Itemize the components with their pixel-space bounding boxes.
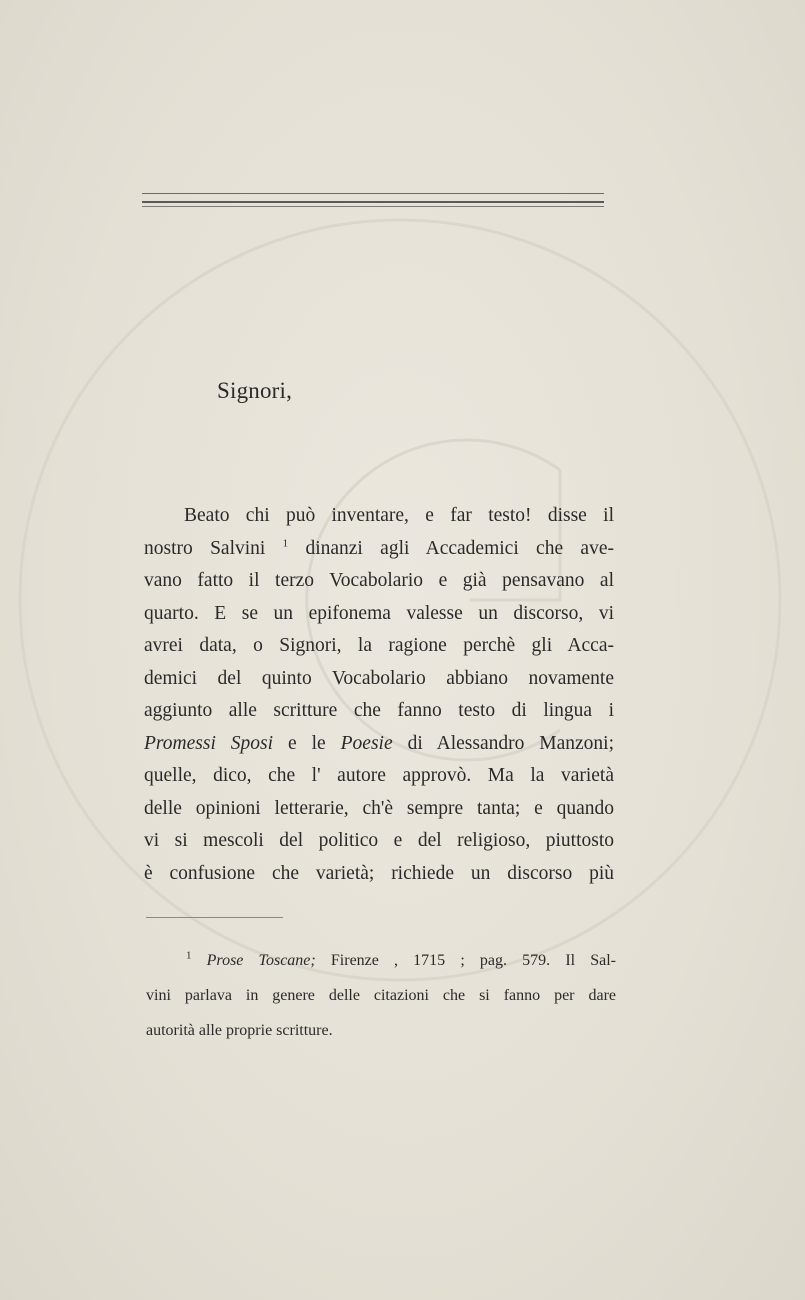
- footnote: [146, 943, 616, 1048]
- paragraph-line: avrei data, o Signori, la ragione perchè gli Acca-: [144, 635, 614, 656]
- paragraph-line: vi si mescoli del politico e del religioso, piuttosto: [144, 830, 614, 851]
- paragraph-line: [144, 533, 614, 566]
- paragraph-line: vano fatto il terzo Vocabolario e già pensavano al: [144, 570, 614, 591]
- salutation-heading: Signori,: [217, 378, 293, 403]
- text-run: dinanzi agli Accademici che ave-: [305, 537, 614, 559]
- footnote-separator: [146, 917, 283, 918]
- text-run: nostro Salvini: [144, 537, 266, 559]
- paragraph-line: [144, 728, 614, 761]
- paragraph-line: quelle, dico, che l' autore approvò. Ma la varietà: [144, 765, 614, 786]
- text-run: Firenze , 1715 ; pag. 579. Il Sal-: [330, 952, 617, 969]
- footnote-title: Prose Toscane;: [206, 952, 316, 969]
- paragraph-line: demici del quinto Vocabolario abbiano novamente: [144, 667, 614, 689]
- text-run: di Alessandro Manzoni;: [407, 732, 615, 754]
- header-rule-thin: [142, 193, 604, 194]
- paragraph-line: quarto. E se un epifonema valesse un discorso, vi: [144, 602, 614, 624]
- footnote-marker: 1: [186, 949, 192, 962]
- paragraph-line: aggiunto alle scritture che fanno testo di lingua i: [144, 700, 614, 721]
- main-paragraph: [144, 500, 614, 890]
- paragraph-line: Beato chi può inventare, e far testo! disse il: [184, 505, 614, 526]
- header-rule-thin-lower: [142, 206, 604, 207]
- footnote-reference: 1: [282, 537, 289, 549]
- paragraph-line: è confusione che varietà; richiede un discorso più: [144, 862, 614, 884]
- footnote-line: [146, 943, 616, 978]
- text-run: e le: [288, 732, 326, 754]
- title-poesie: Poesie: [340, 732, 393, 754]
- header-rule-thick: [142, 201, 604, 203]
- footnote-line: autorità alle proprie scritture.: [146, 1022, 333, 1039]
- footnote-line: vini parlava in genere delle citazioni che si fanno per dare: [146, 987, 616, 1004]
- title-promessi-sposi: Promessi Sposi: [144, 732, 274, 754]
- paragraph-line: delle opinioni letterarie, ch'è sempre tanta; e quando: [144, 797, 614, 819]
